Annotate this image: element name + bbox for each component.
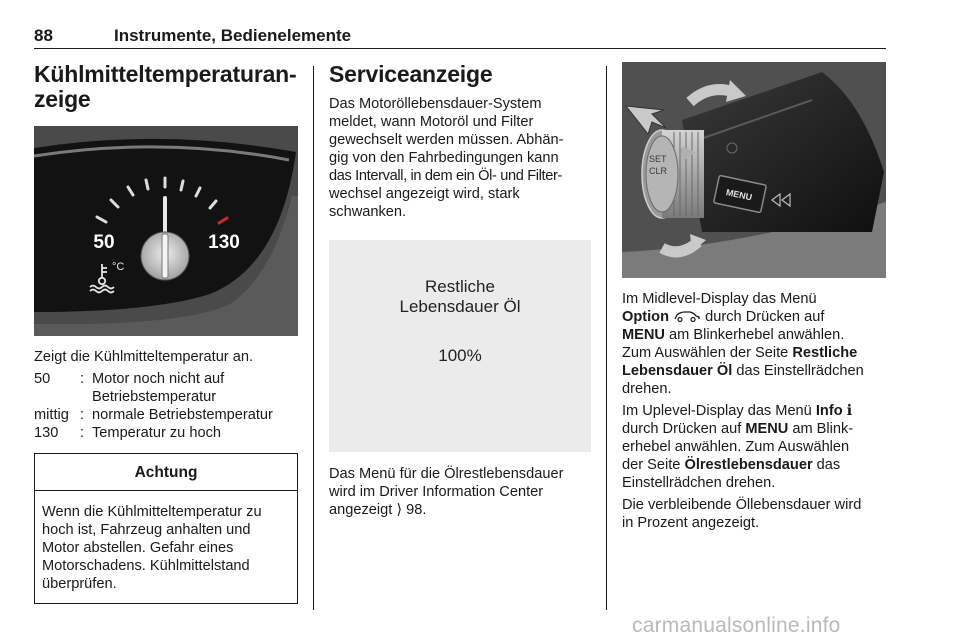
menu-button-label: MENU xyxy=(725,187,754,203)
watermark: carmanualsonline.info xyxy=(632,614,841,637)
display-line2: Lebensdauer Öl xyxy=(399,297,521,316)
column-coolant xyxy=(34,62,298,604)
warning-box xyxy=(34,453,298,604)
coolant-table xyxy=(34,370,298,442)
car-icon xyxy=(673,309,701,325)
display-oil-percent: 100% xyxy=(438,346,482,365)
column-service xyxy=(329,62,591,519)
lever-set-label: SET xyxy=(649,154,667,164)
service-menu-note: Das Menü für die Ölrestlebensdauer wird im Driver Information Center angezeigt ⟩ 98. xyxy=(329,466,564,518)
column-divider-2 xyxy=(606,66,607,610)
coolant-gauge-figure xyxy=(34,126,298,336)
page-reference-icon: ⟩ xyxy=(396,502,403,518)
midlevel-instructions: Im Midlevel-Display das Menü Option durch Drücken auf MENU am Blinkerhebel anwählen. Zum Auswählen der Seite Restliche Lebensdauer Öl das Einstellrädchen drehen. xyxy=(622,291,864,397)
info-icon: ℹ xyxy=(846,403,853,419)
uplevel-instructions: Im Uplevel-Display das Menü Info ℹ durch Drücken auf MENU am Blink- erhebel anwählen. Zum Auswählen der Seite Ölrestlebensdauer das Einstellrädchen drehen. xyxy=(622,403,854,491)
turn-signal-lever-illustration xyxy=(622,62,886,278)
page-number: 88 xyxy=(34,26,53,45)
section-heading-coolant: Kühlmitteltemperaturan- zeige xyxy=(34,61,297,112)
service-intro: Das Motoröllebensdauer-System meldet, wann Motoröl und Filter gewechselt werden müssen. Abhän- gig von den Fahrbedingungen kann das Intervall, in dem ein Öl- und Filter- wechsel angezeigt wird, stark schwanken. xyxy=(329,96,564,220)
percent-note: Die verbleibende Öllebensdauer wird in Prozent angezeigt. xyxy=(622,497,862,531)
turn-signal-lever-figure xyxy=(622,62,886,278)
display-line1: Restliche xyxy=(425,277,495,296)
table-row: 50 : Motor noch nicht auf Betriebstemperatur xyxy=(34,371,225,405)
column-divider-1 xyxy=(313,66,314,610)
gauge-low-label: 50 xyxy=(93,232,115,253)
coolant-intro: Zeigt die Kühlmitteltemperatur an. xyxy=(34,349,254,365)
column-procedure xyxy=(622,62,886,532)
oil-life-display xyxy=(329,240,591,452)
table-row: 130 : Temperatur zu hoch xyxy=(34,425,221,441)
lever-clr-label: CLR xyxy=(649,166,668,176)
chapter-title: Instrumente, Bedienelemente xyxy=(114,26,352,45)
gauge-high-label: 130 xyxy=(208,232,240,253)
table-row: mittig : normale Betriebstemperatur xyxy=(34,407,273,423)
warning-text: Wenn die Kühlmitteltemperatur zu hoch ist, Fahrzeug anhalten und Motor abstellen. Gefahr eines Motorschadens. Kühlmittelstand überprüfen. xyxy=(42,504,262,592)
page-reference-link[interactable]: 98. xyxy=(406,502,427,518)
section-heading-service: Serviceanzeige xyxy=(329,61,493,87)
page-header xyxy=(34,26,886,49)
warning-title: Achtung xyxy=(35,454,297,491)
coolant-gauge-illustration xyxy=(34,126,298,336)
gauge-unit: °C xyxy=(112,261,125,273)
